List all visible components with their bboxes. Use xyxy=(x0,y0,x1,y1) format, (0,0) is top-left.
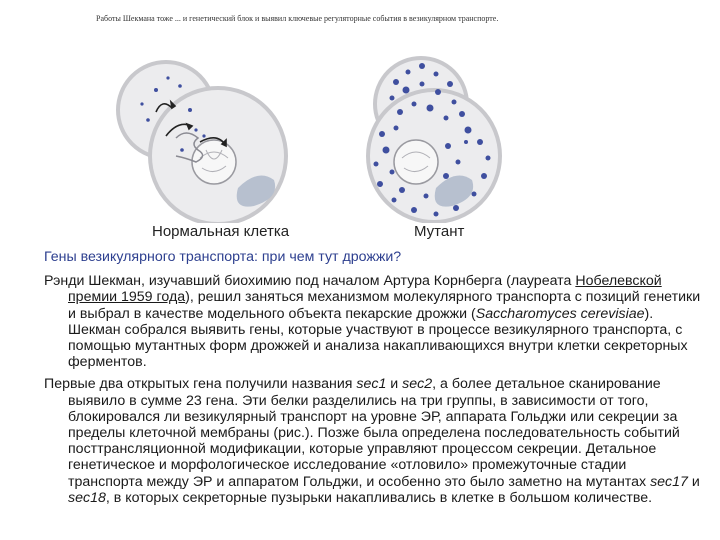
p2-text-a: Первые два открытых гена получили названия xyxy=(44,376,357,393)
cells-illustration xyxy=(96,38,516,223)
mutant-cell-label: Мутант xyxy=(414,223,465,240)
figure xyxy=(96,8,516,248)
p1-text-a: Рэнди Шекман, изучавший биохимию под началом Артура Корнберга (лауреата xyxy=(44,273,576,290)
article-text xyxy=(44,249,704,512)
species-name: Saccharomyces cerevisiae xyxy=(475,305,645,322)
p2-and-1: и xyxy=(386,376,403,393)
p2-text-b: , а более детальное сканирование выявило в сумме 23 гена. Эти белки разделились на три группы, в зависимости от того, блокировался ли везикулярный транспорт на уровне ЭР, аппарата Гольджи или секреции за пределы клеточной мембраны (рис.). Позже была определена последовательность событий посттрансляционной модификации, которые управляют процессом секреции. Детальное генетическое и морфологическое исследование «отловило» промежуточные стадии транспорта между ЭР и аппаратом Гольджи, и особенно это было заметно на мутантах xyxy=(68,376,680,490)
gene-sec2: sec2 xyxy=(402,376,433,393)
gene-sec17: sec17 xyxy=(650,473,688,490)
article-heading: Гены везикулярного транспорта: при чем тут дрожжи? xyxy=(44,249,402,265)
p1-text-b: ), решил заняться механизмом молекулярного транспорта с позиций генетики и выбрал в качестве модельного объекта пекарские дрожжи ( xyxy=(68,289,701,322)
gene-sec1: sec1 xyxy=(356,376,387,393)
paragraph-1 xyxy=(44,273,704,370)
nobel-link[interactable]: Нобелевской премии 1959 года xyxy=(68,273,662,306)
gene-sec18: sec18 xyxy=(68,489,106,506)
p2-text-c: , в которых секреторные пузырьки накапливались в клетке в большом количестве. xyxy=(105,489,653,506)
normal-cell-label: Нормальная клетка xyxy=(152,223,290,240)
mutant-cell xyxy=(368,58,500,222)
normal-cell xyxy=(118,62,286,223)
nucleus xyxy=(192,140,236,184)
figure-caption: Работы Шекмана тоже ... и генетический блок и выявил ключевые регуляторные события в везикулярном транспорте. xyxy=(96,14,499,23)
paragraph-2 xyxy=(44,376,704,506)
p1-text-c: ). Шекман собрался выявить гены, которые участвуют в процессе везикулярного транспорта, с помощью мутантных форм дрожжей и анализа накапливающихся внутри клетки секреторных ферментов. xyxy=(68,305,688,371)
p2-and-2: и xyxy=(687,473,700,490)
